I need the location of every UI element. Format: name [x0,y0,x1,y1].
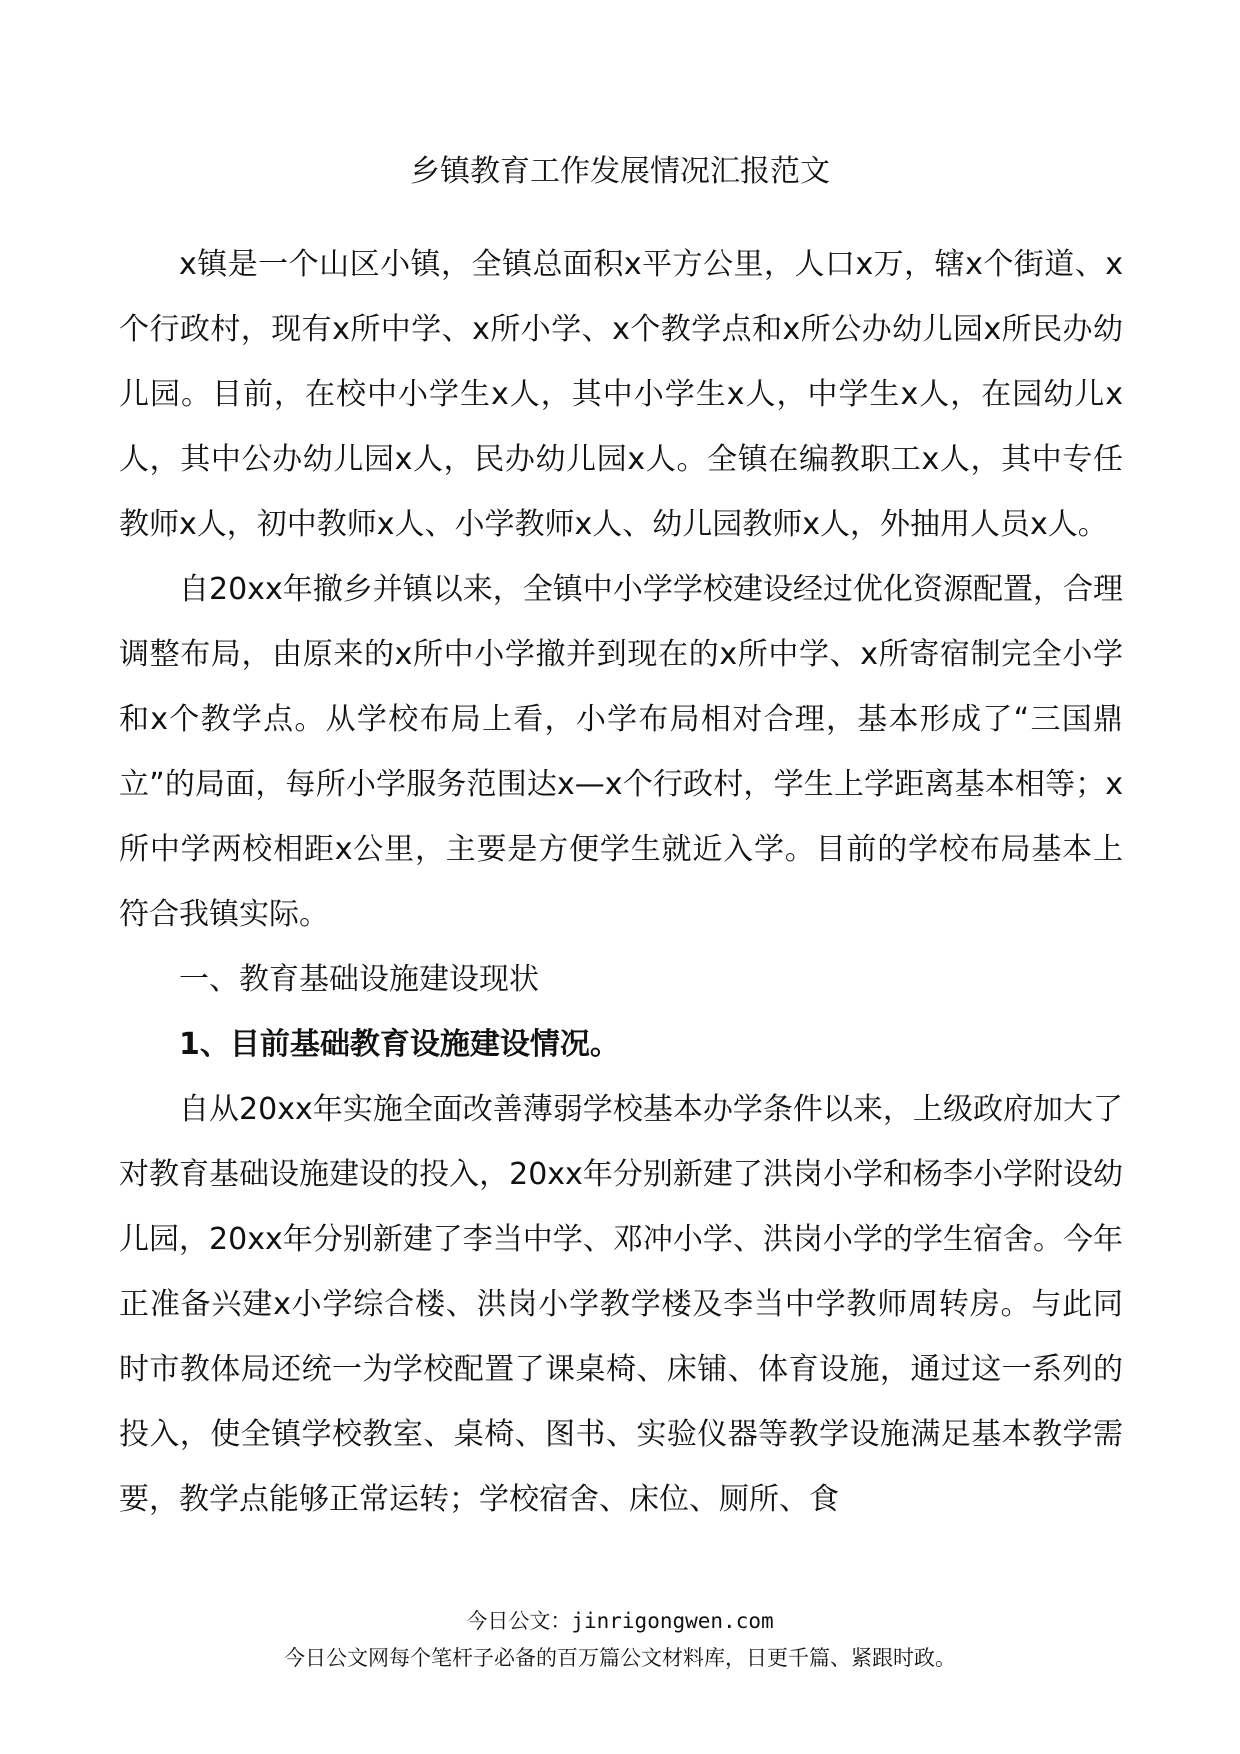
document-body [119,232,1123,1532]
document-title: 乡镇教育工作发展情况汇报范文 [410,154,830,189]
footer-site-line [0,1607,1240,1635]
paragraph-layout: 自20xx年撤乡并镇以来，全镇中小学学校建设经过优化资源配置，合理调整布局，由原来的x所中小学撤并到现在的x所中学、x所寄宿制完全小学和x个教学点。从学校布局上看，小学布局相对合理，基本形成了“三国鼎立”的局面，每所小学服务范围达x—x个行政村，学生上学距离基本相等；x所中学两校相距x公里，主要是方便学生就近入学。目前的学校布局基本上符合我镇实际。 [119,572,1123,932]
paragraph-facilities: 自从20xx年实施全面改善薄弱学校基本办学条件以来，上级政府加大了对教育基础设施建设的投入，20xx年分别新建了洪岗小学和杨李小学附设幼儿园，20xx年分别新建了李当中学、邓冲小学、洪岗小学的学生宿舍。今年正准备兴建x小学综合楼、洪岗小学教学楼及李当中学教师周转房。与此同时市教体局还统一为学校配置了课桌椅、床铺、体育设施，通过这一系列的投入，使全镇学校教室、桌椅、图书、实验仪器等教学设施满足基本教学需要，教学点能够正常运转；学校宿舍、床位、厕所、食 [119,1092,1123,1517]
paragraph-overview: x镇是一个山区小镇，全镇总面积x平方公里，人口x万，辖x个街道、x个行政村，现有x所中学、x所小学、x个教学点和x所公办幼儿园x所民办幼儿园。目前，在校中小学生x人，其中小学生x人，中学生x人，在园幼儿x人，其中公办幼儿园x人，民办幼儿园x人。全镇在编教职工x人，其中专任教师x人，初中教师x人、小学教师x人、幼儿园教师x人，外抽用人员x人。 [119,247,1123,542]
footer-site-label: 今日公文： [466,1609,572,1633]
footer-site-url[interactable]: jinrigongwen.com [571,1609,774,1633]
subsection-heading: 1、目前基础教育设施建设情况。 [179,1027,620,1062]
footer-slogan: 今日公文网每个笔杆子必备的百万篇公文材料库，日更千篇、紧跟时政。 [284,1646,956,1670]
section-heading: 一、教育基础设施建设现状 [179,962,539,997]
